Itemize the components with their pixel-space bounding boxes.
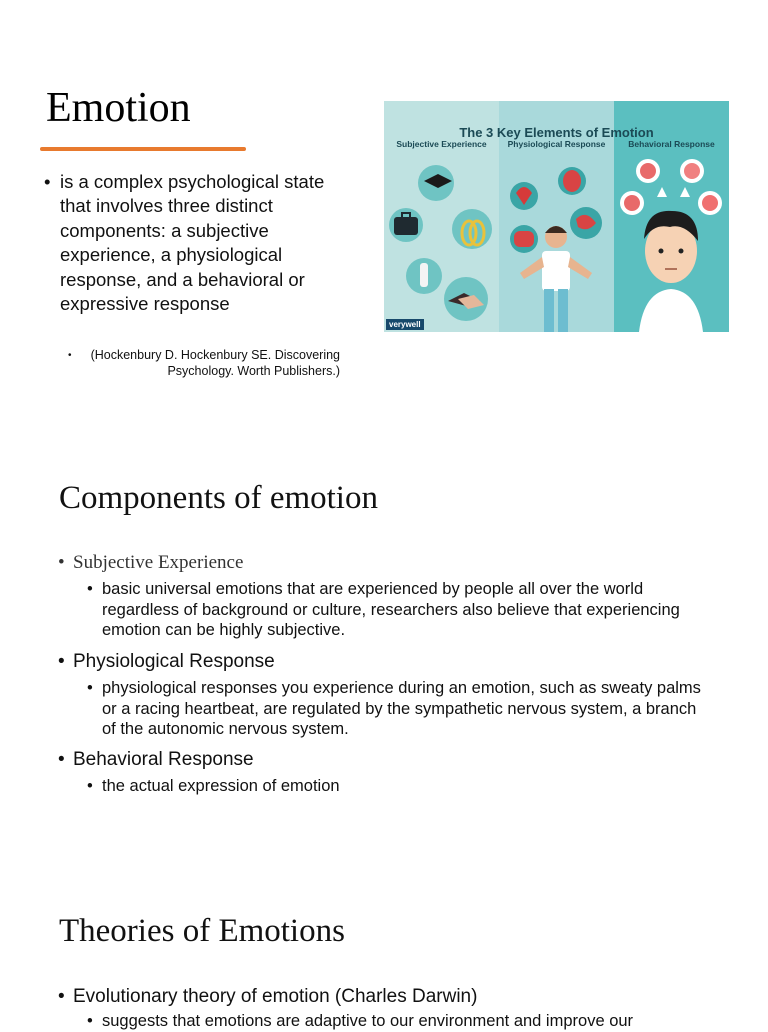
- component-heading: [58, 551, 243, 575]
- slide-title: Emotion: [46, 85, 191, 131]
- bullet-dot: •: [58, 986, 65, 1007]
- definition-text: is a complex psychological state that involves three distinct components: a subjective experience, a physiological response, and a behavioral or expressive response: [60, 171, 325, 315]
- reference-bullet: [68, 348, 340, 379]
- component-detail-text: physiological responses you experience during an emotion, such as sweaty palms or a racing heartbeat, are regulated by the sympathetic nervous system, a branch of the autonomic nervous system.: [102, 679, 701, 738]
- bullet-dot: •: [87, 679, 93, 697]
- bullet-dot: •: [58, 749, 65, 770]
- slide-components: [0, 470, 768, 810]
- theory-heading: [58, 985, 477, 1009]
- component-heading-text: Subjective Experience: [73, 552, 244, 573]
- column-heading: Behavioral Response: [628, 139, 715, 149]
- bullet-dot: •: [58, 552, 65, 573]
- column-heading: Physiological Response: [507, 139, 606, 149]
- illustration-title: The 3 Key Elements of Emotion: [459, 125, 654, 140]
- component-detail: [87, 579, 707, 641]
- component-heading-text: Physiological Response: [73, 651, 275, 672]
- reference-text: (Hockenbury D. Hockenbury SE. Discovering Psychology. Worth Publishers.): [90, 348, 340, 378]
- illustration-art: [384, 101, 729, 332]
- slide-theories: [0, 905, 768, 1030]
- behavioral-icons: [620, 159, 722, 332]
- component-heading-text: Behavioral Response: [73, 749, 254, 770]
- bullet-dot: •: [87, 777, 93, 795]
- bullet-dot: •: [87, 1012, 93, 1030]
- component-heading: [58, 650, 275, 674]
- definition-bullet: [44, 170, 344, 316]
- verywell-logo: verywell: [386, 319, 424, 330]
- bullet-dot: •: [58, 651, 65, 672]
- component-detail-text: basic universal emotions that are experienced by people all over the world regardless of background or culture, researchers also believe that experiencing emotion can be highly subjective.: [102, 580, 680, 639]
- slide-title: Theories of Emotions: [59, 913, 345, 949]
- component-detail: [87, 678, 707, 740]
- theory-detail: [87, 1011, 707, 1032]
- slide-title: Components of emotion: [59, 480, 378, 516]
- subjective-icons: [389, 165, 492, 321]
- bullet-dot: •: [44, 171, 51, 192]
- column-heading: Subjective Experience: [396, 139, 487, 149]
- theory-heading-text: Evolutionary theory of emotion (Charles Darwin): [73, 986, 478, 1007]
- bullet-dot: •: [87, 580, 93, 598]
- bullet-dot: •: [68, 350, 72, 361]
- slide-emotion: [0, 0, 768, 410]
- physiological-icons: [510, 167, 602, 332]
- title-underline: [40, 147, 246, 151]
- component-detail: [87, 776, 707, 797]
- component-detail-text: the actual expression of emotion: [102, 777, 340, 795]
- theory-detail-text: suggests that emotions are adaptive to our environment and improve our: [102, 1012, 634, 1030]
- key-elements-illustration: [384, 101, 729, 332]
- component-heading: [58, 748, 254, 772]
